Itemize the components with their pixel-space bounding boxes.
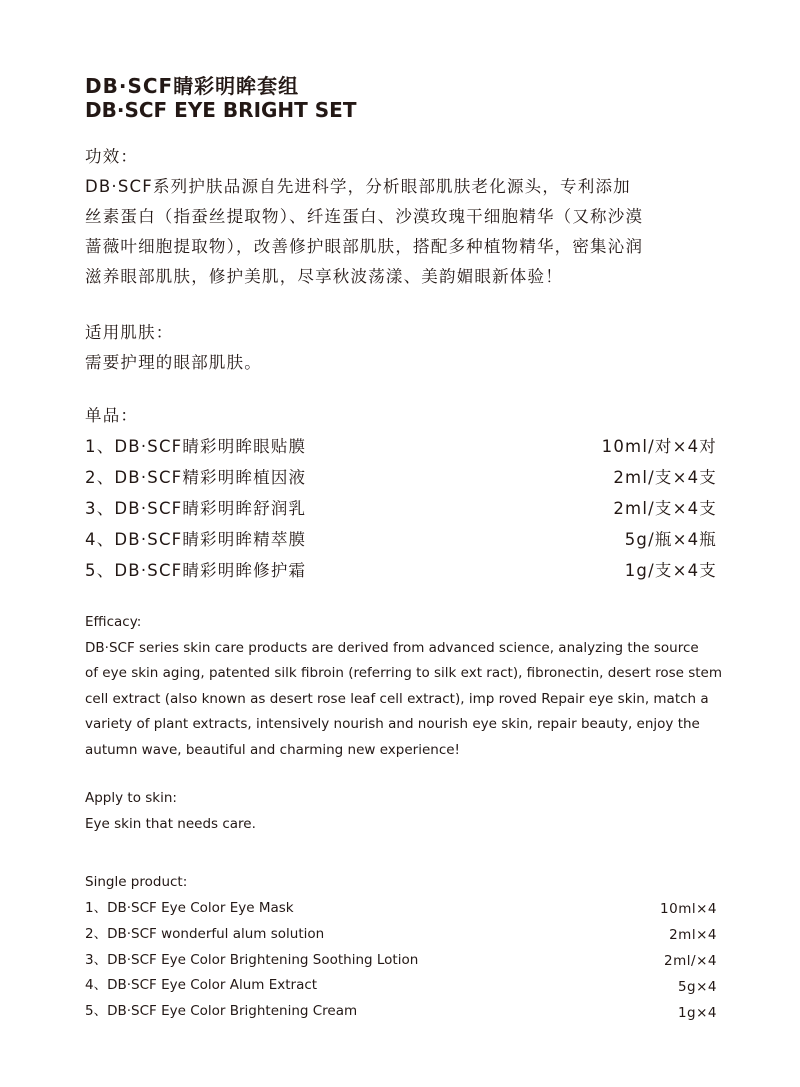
cn-efficacy-line: 丝素蛋白（指蚕丝提取物）、纤连蛋白、沙漠玫瑰干细胞精华（又称沙漠 [85, 207, 644, 226]
cn-product-name: 4、DB·SCF睛彩明眸精萃膜 [85, 530, 307, 549]
en-efficacy-line: DB·SCF series skin care products are derived from advanced science, analyzing the source [85, 639, 699, 656]
en-skin-text: Eye skin that needs care. [85, 815, 256, 832]
en-product-name: 3、DB·SCF Eye Color Brightening Soothing Lotion [85, 952, 419, 968]
cn-product-qty: 2ml/支×4支 [613, 499, 717, 518]
cn-product-name: 3、DB·SCF睛彩明眸舒润乳 [85, 499, 307, 518]
cn-product-row [85, 524, 717, 555]
en-products-section [85, 870, 725, 1040]
en-efficacy-line: variety of plant extracts, intensively nourish and nourish eye skin, repair beauty, enjoy the [85, 716, 700, 732]
en-products-label: Single product: [85, 874, 188, 890]
cn-product-row [85, 493, 717, 524]
en-product-qty: 10ml×4 [660, 901, 717, 917]
en-product-name: 5、DB·SCF Eye Color Brightening Cream [85, 1003, 358, 1019]
en-skin-section [85, 786, 725, 837]
title-chinese: DB·SCF睛彩明眸套组 [85, 74, 300, 98]
en-product-qty: 1g×4 [677, 1005, 717, 1021]
en-product-qty: 2ml×4 [669, 927, 717, 943]
en-efficacy-line: autumn wave, beautiful and charming new experience! [85, 741, 460, 758]
en-product-name: 2、DB·SCF wonderful alum solution [85, 926, 325, 942]
cn-product-row [85, 431, 717, 462]
en-product-name: 4、DB·SCF Eye Color Alum Extract [85, 977, 318, 993]
cn-skin-label: 适用肌肤： [85, 323, 174, 342]
cn-product-qty: 10ml/对×4对 [601, 437, 717, 456]
cn-efficacy-line: 蔷薇叶细胞提取物），改善修护眼部肌肤，搭配多种植物精华，密集沁润 [85, 237, 644, 256]
en-product-name: 1、DB·SCF Eye Color Eye Mask [85, 900, 294, 916]
en-efficacy-line: cell extract (also known as desert rose leaf cell extract), imp roved Repair eye skin, match a [85, 690, 709, 707]
en-efficacy-label: Efficacy: [85, 614, 142, 630]
cn-efficacy-line: DB·SCF系列护肤品源自先进科学，分析眼部肌肤老化源头，专利添加 [85, 177, 631, 196]
cn-product-row [85, 555, 717, 586]
en-skin-label: Apply to skin: [85, 790, 177, 806]
cn-product-name: 2、DB·SCF精彩明眸植因液 [85, 468, 307, 487]
title-english: DB·SCF EYE BRIGHT SET [85, 98, 357, 122]
cn-products-label: 单品： [85, 406, 139, 425]
cn-products-section [85, 401, 725, 586]
cn-efficacy-line: 滋养眼部肌肤，修护美肌，尽享秋波荡漾、美韵媚眼新体验！ [85, 267, 563, 286]
en-efficacy-line: of eye skin aging, patented silk fibroin (referring to silk ext ract), fibronectin, desert rose stem [85, 665, 722, 681]
cn-product-name: 5、DB·SCF睛彩明眸修护霜 [85, 561, 307, 580]
cn-skin-text: 需要护理的眼部肌肤。 [85, 353, 262, 372]
cn-product-qty: 5g/瓶×4瓶 [624, 530, 717, 549]
cn-efficacy-section [85, 142, 725, 292]
cn-efficacy-label: 功效： [85, 147, 139, 166]
cn-product-name: 1、DB·SCF睛彩明眸眼贴膜 [85, 437, 307, 456]
cn-product-row [85, 462, 717, 493]
en-product-qty: 2ml/×4 [664, 953, 717, 969]
cn-skin-section [85, 318, 725, 378]
en-efficacy-section [85, 610, 725, 763]
en-product-qty: 5g×4 [677, 979, 717, 995]
cn-product-qty: 1g/支×4支 [624, 561, 717, 580]
cn-product-qty: 2ml/支×4支 [613, 468, 717, 487]
